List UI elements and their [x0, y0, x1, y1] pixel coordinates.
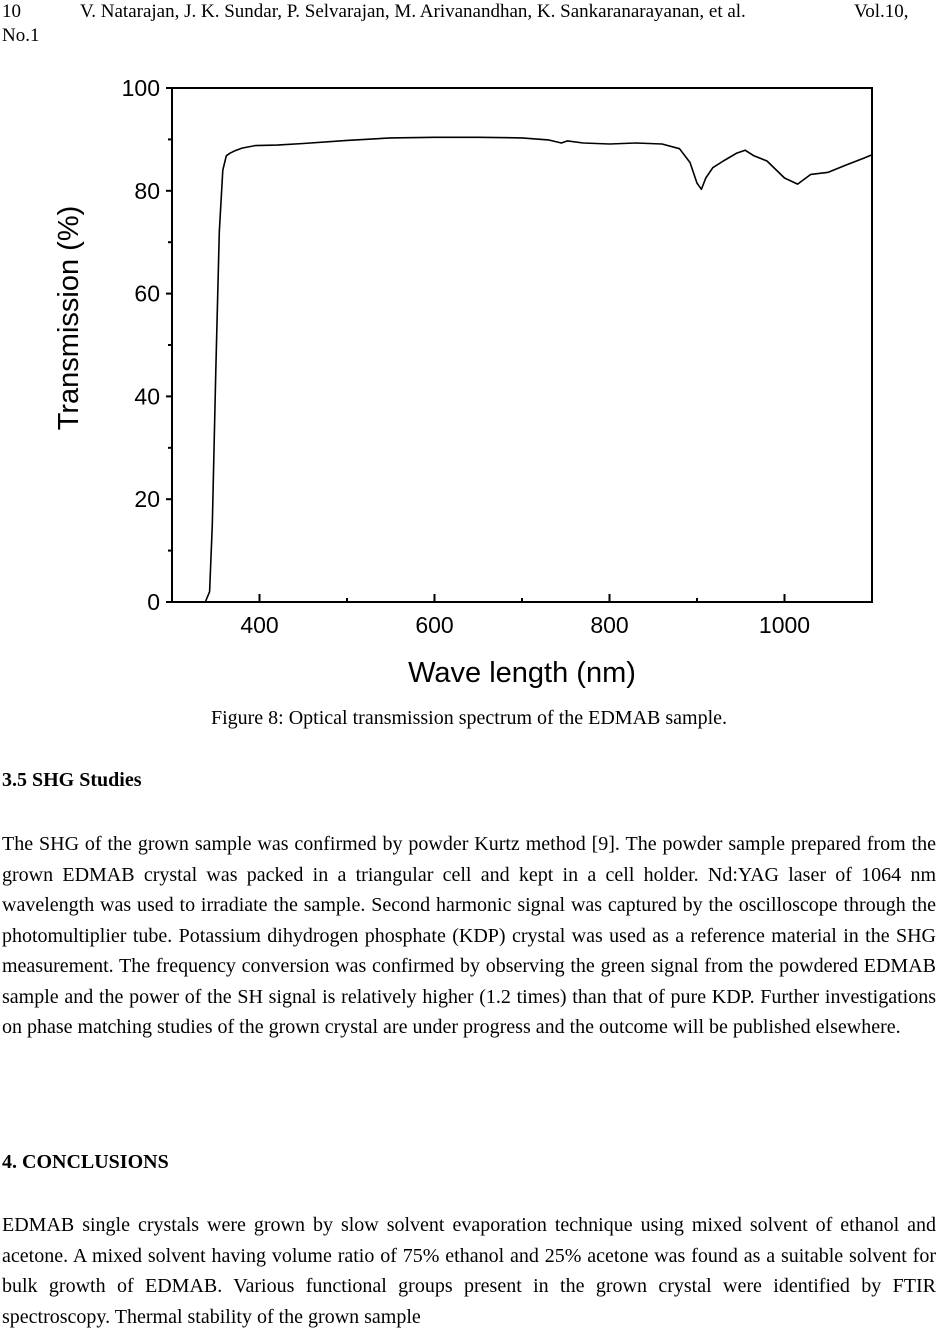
y-tick-label: 80 — [134, 177, 160, 204]
y-tick-label: 20 — [134, 486, 160, 513]
x-tick-label: 400 — [240, 612, 279, 638]
x-axis-label: Wave length (nm) — [408, 657, 636, 689]
header-authors: V. Natarajan, J. K. Sundar, P. Selvarajan, M. Arivanandhan, K. Sankaranarayanan, et al. — [80, 1, 746, 22]
transmission-curve — [205, 137, 872, 602]
y-tick-label: 100 — [121, 75, 160, 101]
x-tick-label: 1000 — [758, 612, 811, 638]
section-heading-conclusions: 4. CONCLUSIONS — [2, 1151, 169, 1173]
plot-frame — [172, 88, 872, 602]
y-tick-label: 40 — [134, 383, 160, 410]
section-heading-shg: 3.5 SHG Studies — [2, 769, 142, 791]
header-volume: Vol.10, — [854, 1, 909, 22]
y-tick-label: 60 — [134, 280, 160, 307]
header-issue: No.1 — [2, 25, 40, 46]
conclusions-paragraph: EDMAB single crystals were grown by slow solvent evaporation technique using mixed solvent of ethanol and acetone. A mixed solvent having volume ratio of 75% ethanol and 25% acetone was found as a suitable solvent for bulk growth of EDMAB. Various functional groups present in the grown crystal were identified by FTIR spectroscopy. Thermal stability of the grown sample — [2, 1214, 936, 1328]
transmission-chart — [0, 60, 938, 700]
shg-paragraph: The SHG of the grown sample was confirmed by powder Kurtz method [9]. The powder sample prepared from the grown EDMAB crystal was packed in a triangular cell and kept in a cell holder. Nd:YAG laser of 1064 nm wavelength was used to irradiate the sample. Second harmonic signal was captured by the oscilloscope through the photomultiplier tube. Potassium dihydrogen phosphate (KDP) crystal was used as a reference material in the SHG measurement. The frequency conversion was confirmed by observing the green signal from the powdered EDMAB sample and the power of the SH signal is relatively higher (1.2 times) than that of pure KDP. Further investigations on phase matching studies of the grown crystal are under progress and the outcome will be published elsewhere. — [2, 833, 936, 1038]
y-tick-label: 0 — [147, 589, 160, 615]
x-tick-label: 800 — [590, 612, 629, 638]
y-axis-label: Transmission (%) — [53, 205, 85, 431]
page-number: 10 — [2, 1, 21, 22]
figure-caption: Figure 8: Optical transmission spectrum of the EDMAB sample. — [210, 707, 728, 729]
x-tick-label: 600 — [415, 612, 454, 638]
